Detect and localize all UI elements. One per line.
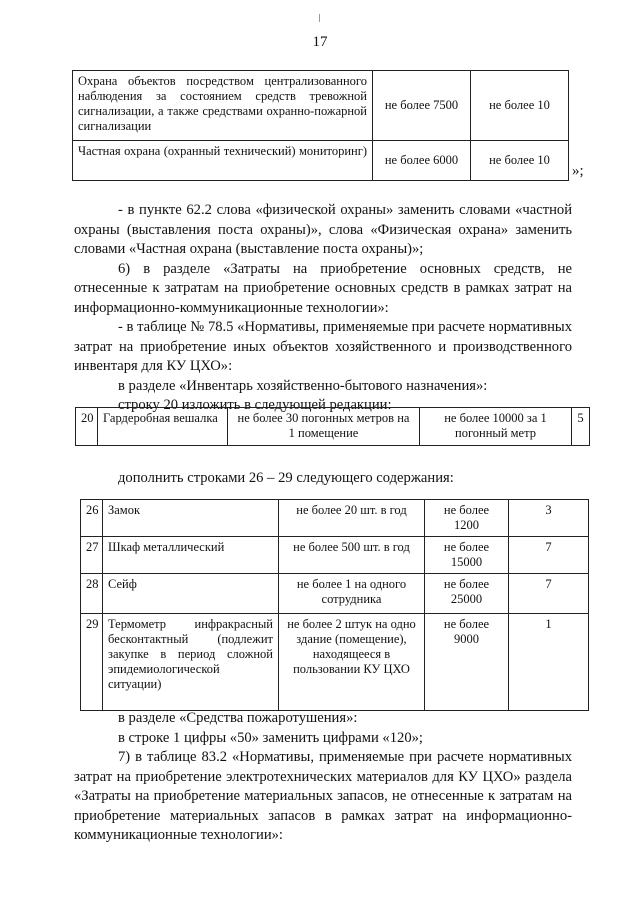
table-cell-name: Замок: [103, 500, 279, 537]
paragraph: в разделе «Инвентарь хозяйственно-бытового назначения»:: [118, 377, 488, 394]
table-cell-name: Шкаф металлический: [103, 537, 279, 574]
table-row: [73, 141, 569, 181]
paragraph: - в таблице № 78.5 «Нормативы, применяемые при расчете нормативных затрат на приобретение иных объектов хозяйственного и производственного инвентаря для КУ ЦХО»:: [74, 319, 572, 374]
paragraph: в строке 1 цифры «50» заменить цифрами «120»;: [118, 729, 423, 746]
table-cell-quantity: не более 20 шт. в год: [279, 500, 425, 537]
table-cell-term: 5: [572, 408, 590, 446]
table-cell-name: Сейф: [103, 574, 279, 614]
table-cell-price: не более 1200: [425, 500, 509, 537]
add-rows-text: дополнить строками 26 – 29 следующего содержания:: [118, 470, 454, 486]
table-cell-term: 7: [509, 537, 589, 574]
paragraph: - в пункте 62.2 слова «физической охраны» заменить словами «частной охраны (выставления поста охраны)», слова «Физическая охрана» заменить словами «Частная охрана (выставление поста охраны)»;: [74, 202, 572, 257]
scan-mark: [319, 14, 320, 22]
table-cell-quantity: не более 6000: [373, 141, 471, 181]
table-cell-price: не более 9000: [425, 614, 509, 711]
table-cell-price: не более 15000: [425, 537, 509, 574]
paragraph: 7) в таблице 83.2 «Нормативы, применяемые при расчете нормативных затрат на приобретение электротехнических материалов для КУ ЦХО» раздела «Затраты на приобретение материальных запасов, не отнесенные к затратам на приобретение материальных запасов в рамках затрат на информационно-коммуникационные технологии»:: [74, 749, 572, 843]
table-cell-price: не более 10: [471, 141, 569, 181]
table-cell-term: 3: [509, 500, 589, 537]
table-cell-num: 29: [81, 614, 103, 711]
closing-quote: »;: [572, 163, 584, 179]
table-cell-num: 27: [81, 537, 103, 574]
table-row: [81, 614, 589, 711]
table-cell-quantity: не более 30 погонных метров на 1 помещение: [228, 408, 420, 446]
table-row: [81, 500, 589, 537]
row20-table: [75, 407, 590, 446]
page-number: 17: [312, 34, 328, 50]
table-cell-term: 7: [509, 574, 589, 614]
table-cell-name: Гардеробная вешалка: [98, 408, 228, 446]
added-rows-table: [80, 499, 589, 711]
security-table: [72, 70, 569, 181]
table-cell-price: не более 10: [471, 71, 569, 141]
table-row: [73, 71, 569, 141]
table-cell-num: 20: [76, 408, 98, 446]
table-cell-price: не более 25000: [425, 574, 509, 614]
paragraph: в разделе «Средства пожаротушения»:: [118, 710, 358, 726]
table-cell-term: 1: [509, 614, 589, 711]
table-row: [76, 408, 590, 446]
table-cell-name: Частная охрана (охранный технический) мониторинг): [73, 141, 373, 181]
table-cell-price: не более 10000 за 1 погонный метр: [420, 408, 572, 446]
table-row: [81, 537, 589, 574]
table-cell-num: 28: [81, 574, 103, 614]
table-cell-quantity: не более 1 на одного сотрудника: [279, 574, 425, 614]
table-cell-quantity: не более 500 шт. в год: [279, 537, 425, 574]
table-cell-name: Термометр инфракрасный бесконтактный (подлежит закупке в период сложной эпидемиологической ситуации): [103, 614, 279, 711]
paragraph: строку 20 изложить в следующей редакции:: [118, 397, 392, 413]
text-block-1: [74, 201, 572, 416]
table-cell-name: Охрана объектов посредством централизованного наблюдения за состоянием средств тревожной сигнализации, а также средствами охранно-пожарной сигнализации: [73, 71, 373, 141]
paragraph: 6) в разделе «Затраты на приобретение основных средств, не отнесенные к затратам на приобретение основных средств в рамках затрат на информационно-коммуникационные технологии»:: [74, 260, 572, 316]
table-cell-quantity: не более 2 штук на одно здание (помещение), находящееся в пользовании КУ ЦХО: [279, 614, 425, 711]
table-cell-num: 26: [81, 500, 103, 537]
table-row: [81, 574, 589, 614]
text-block-2: [74, 709, 572, 846]
table-cell-quantity: не более 7500: [373, 71, 471, 141]
